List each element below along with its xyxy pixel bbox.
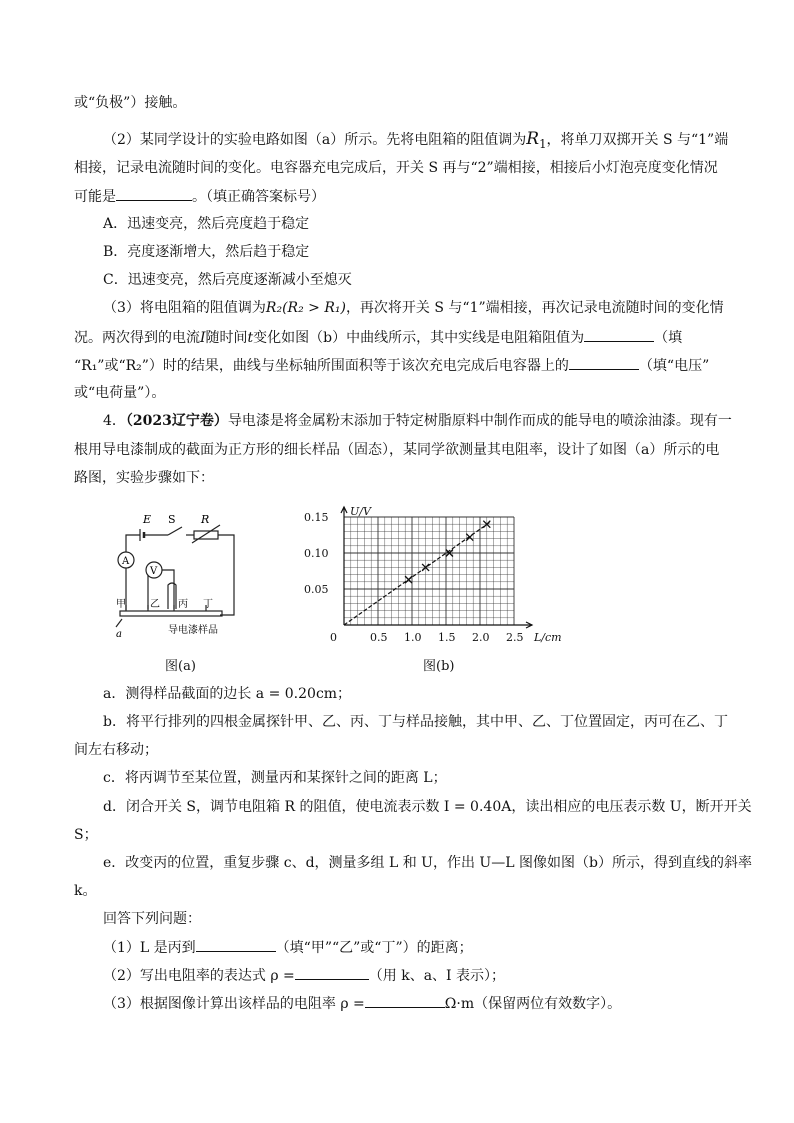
circuit-diagram: [108, 505, 248, 645]
probe-ding-label: 丁: [203, 599, 213, 610]
q3-line3: “R₁”或“R₂”）时的结果，曲线与坐标轴所围面积等于该次充电完成后电容器上的 （填“电压”: [74, 355, 709, 376]
option-a: A．迅速变亮，然后亮度趋于稳定: [103, 216, 310, 232]
source-tag: （2023辽宁卷）: [125, 413, 228, 429]
x-tick-label: 1.0: [404, 631, 422, 644]
sub-q2: （2）写出电阻率的表达式 ρ = （用 k、a、I 表示）；: [103, 965, 505, 986]
step-e-line2: k。: [74, 883, 97, 899]
figure-a-caption: 图(a): [165, 659, 196, 674]
ammeter-label: A: [122, 556, 130, 567]
answer-blank[interactable]: [295, 965, 369, 980]
answer-blank[interactable]: [365, 993, 445, 1008]
sub-q1: （1）L 是丙到 （填“甲”“乙”或“丁”）的距离；: [103, 937, 473, 958]
para-continuation: 或“负极”）接触。: [74, 95, 187, 111]
answer-prompt: 回答下列问题：: [103, 911, 201, 927]
voltmeter-label: V: [150, 566, 158, 577]
q4-line2: 根用导电漆制成的截面为正方形的细长样品（固态），某同学欲测量其电阻率，设计了如图（a）所示的电: [74, 442, 720, 458]
answer-blank[interactable]: [584, 327, 654, 342]
sample-label: 导电漆样品: [168, 625, 218, 636]
data-point: [405, 576, 412, 583]
answer-blank[interactable]: [116, 186, 192, 201]
option-c: C．迅速变亮，然后亮度逐渐减小至熄灭: [103, 272, 352, 288]
y-tick-label: 0.05: [304, 583, 329, 596]
probe-yi-label: 乙: [150, 599, 160, 610]
fit-line: [344, 522, 490, 625]
switch-label: S: [168, 513, 176, 526]
q2-line1: （2）某同学设计的实验电路如图（a）所示。先将电阻箱的阻值调为$R_1$，将单刀双掷开关 S 与“1”端: [103, 129, 729, 151]
y-tick-label: 0.10: [304, 547, 329, 560]
edge-label: a: [116, 629, 122, 640]
q4-line1: 4．（2023辽宁卷）导电漆是将金属粉末添加于特定树脂原料中制作而成的能导电的喷涂油漆。现有一: [103, 413, 732, 429]
probe-jia-label: 甲: [116, 599, 126, 610]
data-point: [466, 534, 473, 541]
q4-line3: 路图，实验步骤如下：: [74, 470, 214, 486]
q2-line3: 可能是 。（填正确答案标号）: [74, 186, 325, 207]
x-tick-label: 1.5: [438, 631, 456, 644]
q3-line1: （3）将电阻箱的阻值调为R₂(R₂ > R₁)，再次将开关 S 与“1”端相接，再次记录电流随时间的变化情: [103, 300, 724, 316]
x-tick-label: 2.0: [472, 631, 490, 644]
answer-blank[interactable]: [569, 355, 639, 370]
figure-b-caption: 图(b): [423, 659, 455, 674]
step-b-line2: 间左右移动；: [74, 742, 158, 758]
resistor-label: R: [201, 513, 210, 526]
q3-line4: 或“电荷量”）。: [74, 385, 166, 401]
y-axis-label: U/V: [350, 505, 371, 518]
step-d-line1: d．闭合开关 S，调节电阻箱 R 的阻值，使电流表示数 I = 0.40A，读出相应的电压表示数 U，断开开关: [103, 799, 752, 815]
step-c: c．将丙调节至某位置，测量丙和某探针之间的距离 L；: [103, 770, 447, 786]
step-e-line1: e．改变丙的位置，重复步骤 c、d，测量多组 L 和 U，作出 U—L 图像如图（b）所示，得到直线的斜率: [103, 855, 752, 871]
y-tick-label: 0.15: [304, 511, 329, 524]
step-a: a．测得样品截面的边长 a = 0.20cm；: [103, 686, 352, 702]
answer-blank[interactable]: [196, 937, 276, 952]
u-l-chart: [300, 505, 562, 645]
x-axis-label: L/cm: [534, 631, 562, 644]
sub-q3: （3）根据图像计算出该样品的电阻率 ρ = Ω·m（保留两位有效数字）。: [103, 993, 621, 1014]
battery-label: E: [143, 513, 152, 526]
q3-line2: 况。两次得到的电流I随时间t变化如图（b）中曲线所示，其中实线是电阻箱阻值为 （填: [74, 327, 682, 348]
x-tick-label: 2.5: [506, 631, 524, 644]
probe-bing-label: 丙: [178, 599, 188, 610]
x-tick-label: 0.5: [370, 631, 388, 644]
origin-label: 0: [330, 631, 337, 644]
step-d-line2: S；: [74, 827, 98, 843]
q2-line2: 相接，记录电流随时间的变化。电容器充电完成后，开关 S 再与“2”端相接，相接后小灯泡亮度变化情况: [74, 160, 718, 176]
step-b-line1: b．将平行排列的四根金属探针甲、乙、丙、丁与样品接触，其中甲、乙、丁位置固定，丙可在乙、丁: [103, 714, 728, 730]
option-b: B．亮度逐渐增大，然后趋于稳定: [103, 244, 310, 260]
